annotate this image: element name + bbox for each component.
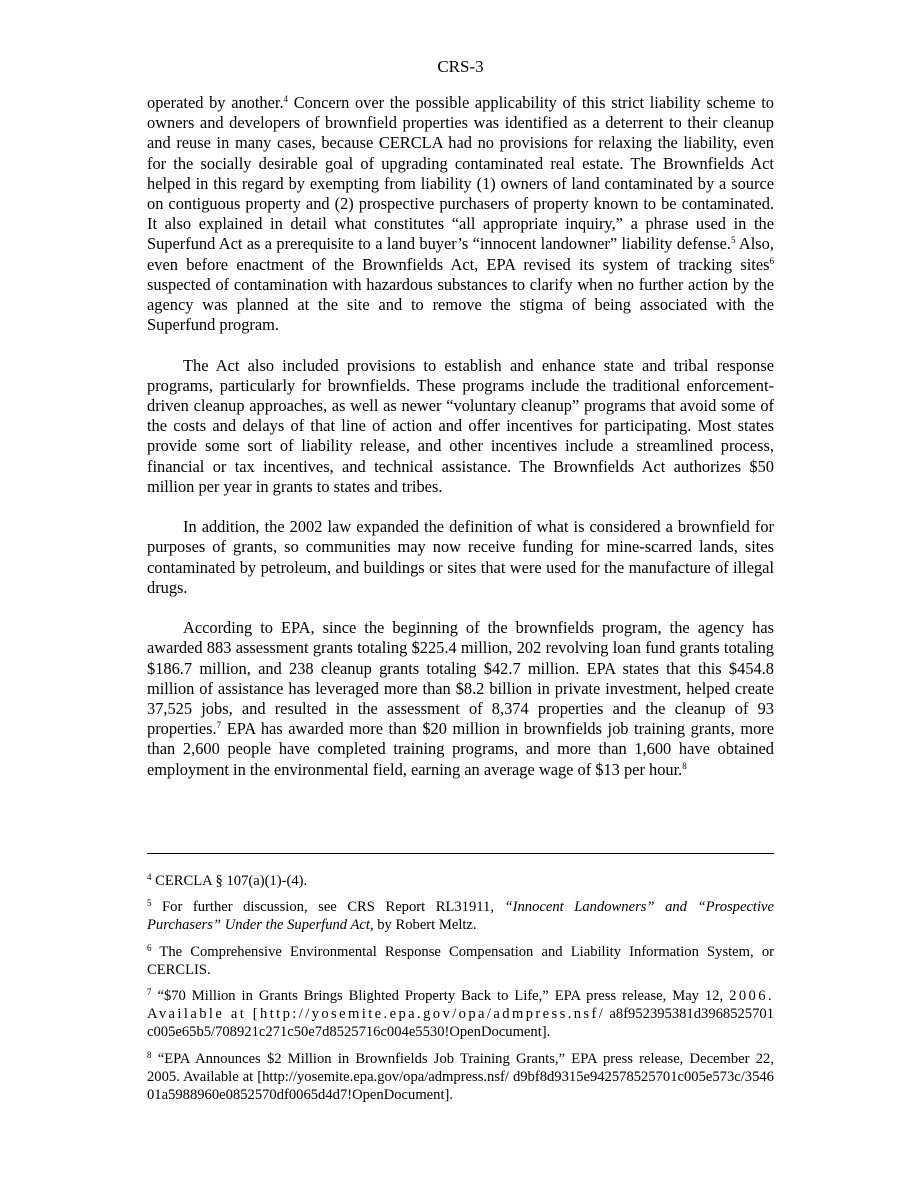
footnote-ref-5[interactable]: 5 — [730, 235, 736, 246]
footnote-ref-8[interactable]: 8 — [682, 760, 687, 771]
footnote-6: $^6$ The Comprehensive Environmental Response Compensation and Liability Information System, or CERCLIS. — [147, 942, 774, 978]
footnote-4: $^4$ CERCLA § 107(a)(1)-(4). — [147, 872, 308, 889]
footnote-7-url-end[interactable]: a8f952395381d3968525701c005e65b5/708921c271c50e7d8525716c004e5530!OpenDocument]. — [147, 1006, 774, 1041]
report-title: “Innocent Landowners” and “Prospective Purchasers” Under the Superfund Act — [147, 899, 774, 934]
paragraph-3: In addition, the 2002 law expanded the definition of what is considered a brownfield for purposes of grants, so communities may now receive funding for mine-scarred lands, sites contaminated by petroleum, and buildings or sites that were used for the manufacture of illegal drugs. — [147, 517, 774, 597]
footnote-8: $^8$ “EPA Announces $2 Million in Brownfields Job Training Grants,” EPA press release, December 22, 2005. Available at [http://yosemite.epa.gov/opa/admpress.nsf/ d9bf8d9315e942578525701c005e573c/354601a5988960e0852570df0065d4d7!OpenDocument]. — [147, 1049, 774, 1104]
paragraph-2: The Act also included provisions to establish and enhance state and tribal response programs, particularly for brownfields. These programs include the traditional enforcement-driven cleanup approaches, as well as newer “voluntary cleanup” programs that avoid some of the costs and delays of that line of action and offer incentives for participating. Most states provide some sort of liability release, and other incentives include a streamlined process, financial or tax incentives, and technical assistance. The Brownfields Act authorizes $50 million per year in grants to states and tribes. — [147, 355, 774, 496]
paragraph-1: operated by another.$^4$ Concern over the possible applicability of this strict liability scheme to owners and developers of brownfield properties was identified as a deterrent to their cleanup and reuse in many cases, because CERCLA had no provisions for relaxing the liability, even for the socially desirable goal of upgrading contaminated real estate. The Brownfields Act helped in this regard by exempting from liability (1) owners of land contaminated by a source on contiguous property and (2) prospective purchasers of property known to be contaminated. It also explained in detail what constitutes “all appropriate inquiry,” a phrase used in the Superfund Act as a prerequisite to a land buyer’s “innocent landowner” liability defense.$^5$ Also, even before enactment of the Brownfields Act, EPA revised its system of tracking sites$^6$ suspected of contamination with hazardous substances to clarify when no further action by the agency was planned at the site and to remove the stigma of being associated with the Superfund program. — [147, 93, 774, 335]
footnotes — [147, 872, 774, 1112]
footnote-ref-6[interactable]: 6 — [769, 255, 774, 266]
footnote-7: $^7$ “$70 Million in Grants Brings Blighted Property Back to Life,” EPA press release, May 12, 2006. Available at [http://yosemite.epa.gov/opa/admpress.nsf/ a8f952395381d3968525701c005e65b5/708921c271c50e7d8525716c004e5530!OpenDocument]. — [147, 987, 774, 1041]
paragraph-4: According to EPA, since the beginning of the brownfields program, the agency has awarded 883 assessment grants totaling $225.4 million, 202 revolving loan fund grants totaling $186.7 million, and 238 cleanup grants totaling $42.7 million. EPA states that this $454.8 million of assistance has leveraged more than $8.2 billion in private investment, helped create 37,525 jobs, and resulted in the assessment of 8,374 properties and the cleanup of 93 properties.$^7$ EPA has awarded more than $20 million in brownfields job training grants, more than 2,600 people have completed training programs, and more than 1,600 have obtained employment in the environmental field, earning an average wage of $13 per hour.$^8$ — [147, 618, 774, 779]
footnote-7-url-start[interactable]: 2006. Available at [http://yosemite.epa.gov/opa/admpress.nsf/ — [147, 988, 774, 1023]
footnote-ref-7[interactable]: 7 — [216, 720, 222, 731]
footnote-divider — [147, 853, 774, 854]
page-number: CRS-3 — [437, 57, 484, 76]
footnote-ref-4[interactable]: 4 — [283, 94, 289, 104]
body-text — [147, 93, 774, 800]
footnote-5: $^5$ For further discussion, see CRS Report RL31911, “Innocent Landowners” and “Prospective Purchasers” Under the Superfund Act, by Robert Meltz. — [147, 898, 774, 934]
footnote-8-url[interactable]: d9bf8d9315e942578525701c005e573c/354601a5988960e0852570df0065d4d7!OpenDocument]. — [147, 1068, 774, 1104]
